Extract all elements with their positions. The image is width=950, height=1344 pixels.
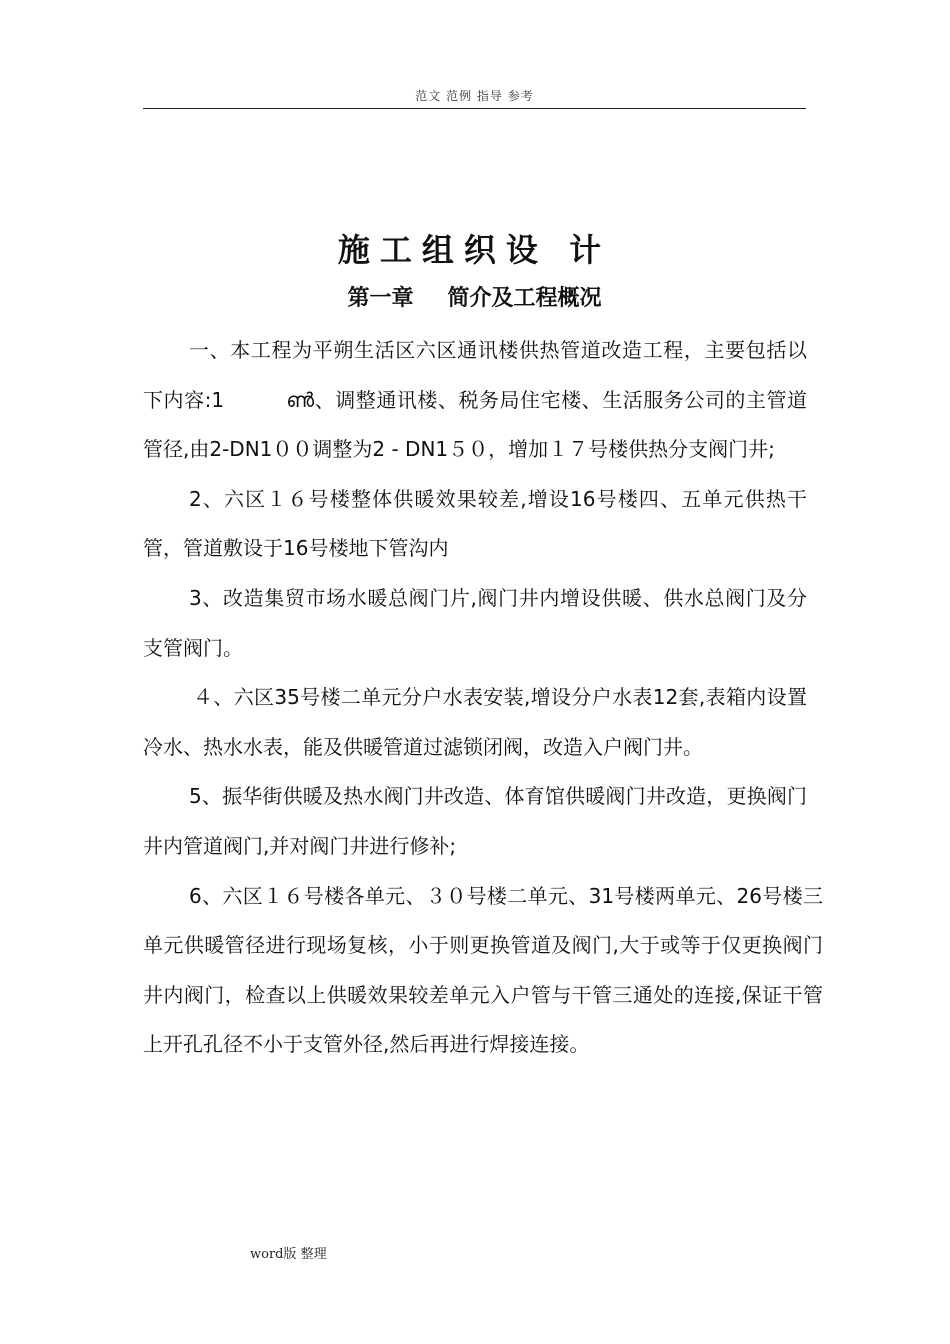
paragraph-3: 3、改造集贸市场水暖总阀门片,阀门井内增设供暖、供水总阀门及分支管阀门。: [143, 585, 807, 660]
paragraph-5: 5、振华街供暖及热水阀门井改造、体育馆供暖阀门井改造，更换阀门井内管道阀门,并对阀门井进行修补;: [143, 784, 807, 858]
paragraph-2: 2、六区１６号楼整体供暖效果较差,增设16号楼四、五单元供热干管，管道敷设于16号楼地下管沟内: [143, 486, 807, 561]
paragraph-6: 6、六区１６号楼各单元、３０号楼二单元、31号楼两单元、26号楼三单元供暖管径进行现场复核，小于则更换管道及阀门,大于或等于仅更换阀门井内阀门，检查以上供暖效果较差单元入户管与干管三通处的连接,保证干管上开孔孔径不小于支管外径,然后再进行焊接连接。: [143, 883, 823, 1057]
page-footer: [250, 1246, 327, 1264]
paragraph-1: 一、本工程为平朔生活区六区通讯楼供热管道改造工程，主要包括以下内容:1 ൺ、调整通讯楼、税务局住宅楼、生活服务公司的主管道管径,由2-DN1００调整为2 - DN1５０，增加１７号楼供热分支阀门井;: [143, 338, 807, 462]
chapter-number: 第一章: [347, 286, 414, 311]
chapter-heading: [143, 284, 806, 314]
page-header: [143, 88, 806, 109]
chapter-name: 简介及工程概况: [447, 286, 602, 311]
header-text: 范文 范例 指导 参考: [415, 89, 534, 103]
paragraph-4: ４、六区35号楼二单元分户水表安装,增设分户水表12套,表箱内设置冷水、热水水表，能及供暖管道过滤锁闭阀，改造入户阀门井。: [143, 685, 807, 759]
document-title: 施工组织设 计: [337, 231, 612, 269]
document-body: [143, 326, 823, 1070]
footer-text: word版 整理: [250, 1247, 327, 1262]
